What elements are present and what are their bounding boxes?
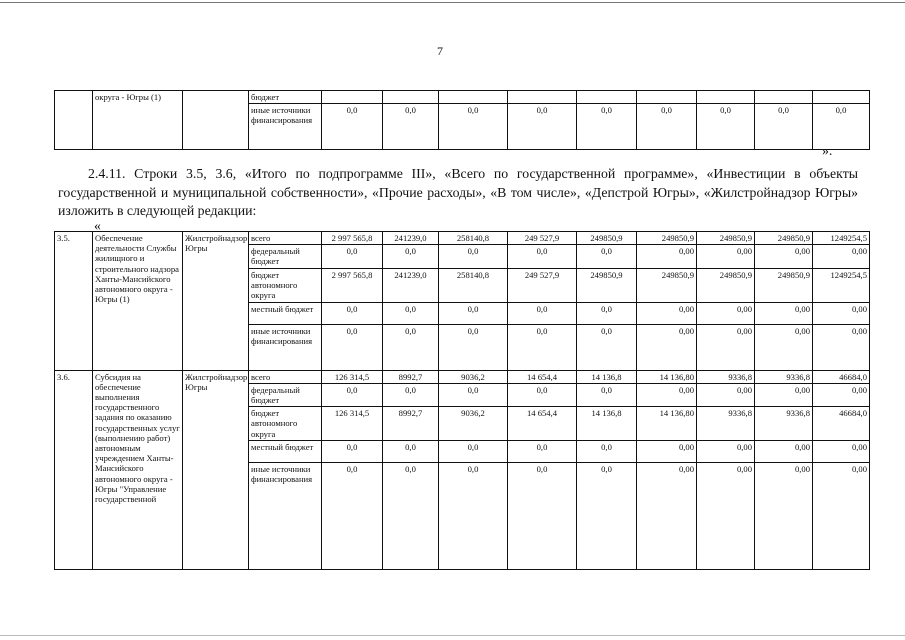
table-cell [322, 91, 383, 104]
table-cell: 241239,0 [383, 232, 439, 245]
cell-num: 3.6. [55, 370, 93, 570]
table-cell: 14 136,8 [577, 370, 637, 383]
table-cell [637, 91, 697, 104]
table-cell: 0,0 [508, 383, 577, 406]
table-cell: 0,0 [322, 104, 383, 150]
table-cell: 0,00 [755, 463, 813, 570]
table-cell: 0,0 [577, 463, 637, 570]
table-cell: 249 527,9 [508, 232, 577, 245]
table-cell: 0,00 [813, 441, 870, 463]
program-table [54, 231, 870, 570]
table-cell: 249850,9 [577, 268, 637, 302]
table-cell: 0,00 [637, 383, 697, 406]
table-cell: 0,0 [383, 104, 439, 150]
table-cell: 0,00 [755, 302, 813, 324]
page-number: 7 [437, 44, 443, 58]
table-cell: 9336,8 [755, 407, 813, 441]
table-cell: 0,0 [508, 245, 577, 268]
table-cell: 0,00 [813, 245, 870, 268]
table-cell: 0,00 [813, 383, 870, 406]
cell-source-label: бюджет [249, 91, 322, 104]
table-cell: 0,0 [439, 383, 508, 406]
table-cell: 0,0 [577, 383, 637, 406]
cell-source-label: всего [249, 232, 322, 245]
table-cell: 0,0 [322, 245, 383, 268]
table-cell [439, 91, 508, 104]
table-cell: 0,00 [697, 324, 755, 370]
table-cell: 0,00 [637, 245, 697, 268]
table-cell: 0,0 [322, 463, 383, 570]
table-cell: 0,0 [383, 324, 439, 370]
table-cell [383, 91, 439, 104]
cell-source-label: федеральный бюджет [249, 383, 322, 406]
table-cell: 249850,9 [697, 268, 755, 302]
table-cell: 9036,2 [439, 370, 508, 383]
cell-name: Обеспечение деятельности Службы жилищного и строительного надзора Ханты-Мансийского автономного округа - Югры (1) [93, 232, 183, 371]
table-cell: 0,0 [755, 104, 813, 150]
table-cell: 0,00 [697, 441, 755, 463]
table-cell: 0,0 [383, 441, 439, 463]
table-cell: 0,00 [697, 245, 755, 268]
cell-source-label: местный бюджет [249, 441, 322, 463]
table-cell: 249850,9 [637, 268, 697, 302]
table-cell: 0,00 [813, 463, 870, 570]
table-cell: 249 527,9 [508, 268, 577, 302]
table-cell: 0,0 [383, 383, 439, 406]
cell-source-label: иные источники финансирования [249, 104, 322, 150]
cell-num [55, 91, 93, 150]
table-cell: 0,0 [439, 245, 508, 268]
table-cell [577, 91, 637, 104]
table-cell: 249850,9 [755, 268, 813, 302]
table-cell: 0,00 [755, 324, 813, 370]
cell-region: округа - Югры (1) [93, 91, 183, 150]
table-cell: 249850,9 [697, 232, 755, 245]
closing-quote: ». [822, 143, 833, 158]
table-row [55, 370, 870, 383]
cell-num: 3.5. [55, 232, 93, 371]
table-cell: 0,0 [439, 463, 508, 570]
table-cell: 0,00 [637, 302, 697, 324]
table-cell: 1249254,5 [813, 268, 870, 302]
table-cell: 249850,9 [755, 232, 813, 245]
table-cell: 0,0 [439, 302, 508, 324]
cell-source-label: иные источники финансирования [249, 463, 322, 570]
cell-source-label: местный бюджет [249, 302, 322, 324]
table-cell: 9036,2 [439, 407, 508, 441]
table-cell: 0,0 [637, 104, 697, 150]
table-cell: 14 136,8 [577, 407, 637, 441]
paragraph-text: 2.4.11. Строки 3.5, 3.6, «Итого по подпрограмме III», «Всего по государственной программе», «Инвестиции в объекты государственной и муниципальной собственности», «Прочие расходы», «В том числе», «Депстрой Югры», «Жилстройнадзор Югры» изложить в следующей редакции: [58, 166, 858, 219]
table-cell: 0,0 [322, 383, 383, 406]
table-cell: 0,0 [577, 104, 637, 150]
table-cell [755, 91, 813, 104]
table-cell: 0,0 [439, 324, 508, 370]
table-cell: 126 314,5 [322, 407, 383, 441]
table-cell: 0,0 [322, 324, 383, 370]
continuation-table [54, 90, 870, 150]
table-cell: 0,0 [322, 302, 383, 324]
table-cell: 9336,8 [755, 370, 813, 383]
cell-source-label: бюджет автономного округа [249, 407, 322, 441]
table-cell: 0,0 [508, 463, 577, 570]
table-cell: 0,0 [383, 245, 439, 268]
table-cell: 0,00 [637, 324, 697, 370]
table-cell: 249850,9 [637, 232, 697, 245]
table-cell: 14 654,4 [508, 370, 577, 383]
table-cell: 0,0 [508, 441, 577, 463]
scan-top-edge [0, 2, 905, 3]
table-cell: 0,0 [439, 104, 508, 150]
table-cell [508, 91, 577, 104]
table-row [55, 232, 870, 245]
table-cell: 258140,8 [439, 268, 508, 302]
table-cell: 0,00 [697, 383, 755, 406]
table-cell: 0,00 [637, 463, 697, 570]
table-cell: 14 136,80 [637, 407, 697, 441]
cell-source-label: бюджет автономного округа [249, 268, 322, 302]
table-row [55, 91, 870, 104]
table-cell: 0,00 [755, 383, 813, 406]
cell-executor: Жилстройнадзор Югры [183, 370, 249, 570]
opening-quote: « [94, 218, 101, 233]
table-cell: 0,0 [577, 302, 637, 324]
table-cell: 258140,8 [439, 232, 508, 245]
table-cell: 241239,0 [383, 268, 439, 302]
cell-executor: Жилстройнадзор Югры [183, 232, 249, 371]
table-cell: 0,0 [383, 302, 439, 324]
cell-source-label: всего [249, 370, 322, 383]
table-cell: 1249254,5 [813, 232, 870, 245]
table-cell: 0,0 [577, 324, 637, 370]
table-cell: 0,0 [577, 245, 637, 268]
cell-source-label: иные источники финансирования [249, 324, 322, 370]
table-cell: 0,0 [508, 104, 577, 150]
table-cell: 0,00 [813, 324, 870, 370]
amendment-paragraph [58, 165, 858, 221]
table-cell: 8992,7 [383, 370, 439, 383]
table-cell: 0,0 [383, 463, 439, 570]
table-cell: 0,0 [322, 441, 383, 463]
table-cell: 0,00 [697, 463, 755, 570]
table-cell: 14 136,80 [637, 370, 697, 383]
table-cell: 126 314,5 [322, 370, 383, 383]
table-cell: 0,00 [755, 245, 813, 268]
cell-source-label: федеральный бюджет [249, 245, 322, 268]
table-cell: 46684,0 [813, 370, 870, 383]
table-cell [697, 91, 755, 104]
table-cell: 8992,7 [383, 407, 439, 441]
table-cell: 249850,9 [577, 232, 637, 245]
table-cell: 0,0 [508, 324, 577, 370]
table-cell: 0,00 [755, 441, 813, 463]
table-cell: 0,0 [697, 104, 755, 150]
table-cell: 14 654,4 [508, 407, 577, 441]
table-cell: 9336,8 [697, 407, 755, 441]
table-cell: 0,00 [697, 302, 755, 324]
cell-name: Субсидия на обеспечение выполнения государственного задания по оказанию государственных услуг (выполнению работ) автономным учреждением Ханты-Мансийского автономного округа - Югры "Управление государственной [93, 370, 183, 570]
table-cell [813, 91, 870, 104]
table-cell: 0,0 [508, 302, 577, 324]
table-cell: 0,00 [637, 441, 697, 463]
table-cell: 9336,8 [697, 370, 755, 383]
table-cell: 2 997 565,8 [322, 268, 383, 302]
table-cell: 46684,0 [813, 407, 870, 441]
table-cell: 0,00 [813, 302, 870, 324]
table-cell: 0,0 [813, 104, 870, 150]
cell-executor [183, 91, 249, 150]
table-cell: 0,0 [577, 441, 637, 463]
scan-bottom-edge [0, 635, 905, 636]
table-cell: 0,0 [439, 441, 508, 463]
table-cell: 2 997 565,8 [322, 232, 383, 245]
